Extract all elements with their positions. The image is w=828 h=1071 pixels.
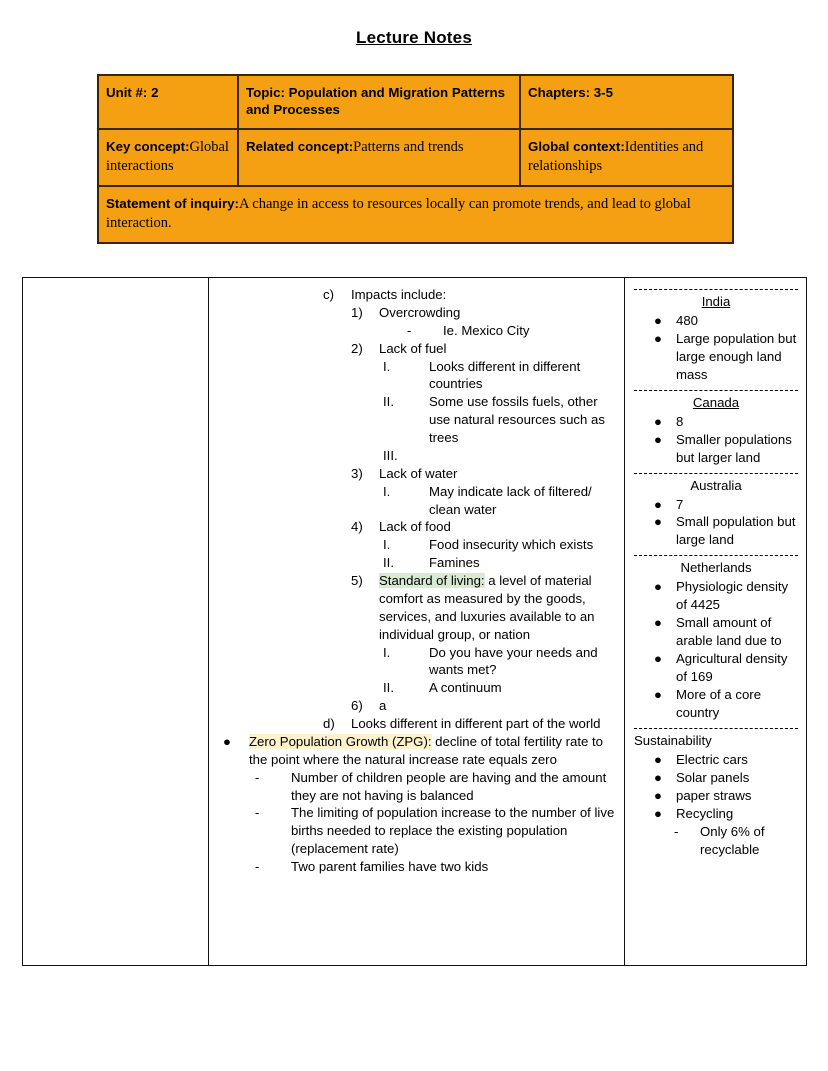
list-item-marker: ● — [654, 330, 662, 346]
outline-item — [215, 465, 618, 483]
list-item-text: Electric cars — [676, 751, 748, 767]
cell-key-concept — [98, 129, 238, 186]
cell-chapters — [520, 75, 733, 129]
outline-item — [215, 733, 618, 769]
cell-unit — [98, 75, 238, 129]
outline-item-text: a — [379, 698, 387, 714]
outline-item-text: Lack of food — [379, 519, 451, 535]
list-item-text: Recycling — [676, 805, 734, 821]
outline-item-marker: I. — [383, 483, 391, 499]
outline-item-text: Looks different in different part of the world — [351, 716, 601, 731]
notes-table — [22, 277, 807, 966]
outline-item — [215, 697, 618, 715]
global-context-label: Global context: — [528, 139, 625, 155]
statement-label: Statement of inquiry: — [106, 196, 239, 212]
outline-item — [215, 536, 618, 554]
highlighted-term: Zero Population Growth (ZPG): — [249, 733, 432, 749]
section-divider — [634, 390, 798, 391]
key-concept-value: Global interactions — [106, 139, 229, 174]
outline-item — [215, 518, 618, 536]
outline-item — [215, 644, 618, 680]
country-fact-item — [634, 578, 798, 614]
outline-item-marker: III. — [383, 447, 398, 463]
outline-item-marker: - — [255, 769, 260, 785]
outline-item-marker: I. — [383, 537, 391, 553]
outline-item — [215, 447, 618, 465]
list-item-text: 7 — [676, 496, 684, 512]
list-item-text: More of a core country — [676, 687, 762, 721]
list-item-text: 480 — [676, 312, 699, 328]
outline-item-text: Some use fossils fuels, other use natural resources such as trees — [429, 394, 605, 445]
list-item-marker: ● — [654, 413, 662, 429]
country-notes-list — [625, 278, 806, 865]
outline-item-marker: - — [255, 859, 260, 874]
list-item-marker: ● — [654, 651, 662, 667]
outline-item-marker: II. — [383, 555, 394, 571]
related-concept-label: Related concept: — [246, 139, 354, 155]
chapters-label: Chapters: — [528, 85, 594, 100]
outline-item-marker: 6) — [351, 698, 363, 714]
topic-label: Topic: — [246, 85, 289, 100]
notes-middle-column — [209, 278, 625, 966]
list-item-marker: ● — [654, 805, 662, 821]
page-title: Lecture Notes — [356, 28, 472, 47]
list-item-marker: ● — [654, 615, 662, 631]
outline-item-marker: d) — [323, 716, 335, 731]
header-row-unit — [98, 75, 733, 129]
outline-item-marker: I. — [383, 358, 391, 374]
list-item-marker: ● — [654, 787, 662, 803]
section-divider — [634, 728, 798, 729]
list-item-marker: ● — [654, 496, 662, 512]
country-fact-item — [634, 805, 798, 823]
list-item-marker: ● — [654, 579, 662, 595]
country-fact-list — [634, 312, 798, 384]
global-context-value: Identities and relationships — [528, 139, 704, 174]
outline-item-text — [249, 733, 618, 769]
country-fact-list — [634, 413, 798, 467]
outline-item-marker: 5) — [351, 573, 363, 588]
list-item-text: paper straws — [676, 787, 752, 803]
key-concept-label: Key concept: — [106, 139, 190, 155]
outline-item — [215, 358, 618, 394]
notes-right-column — [625, 278, 807, 966]
section-divider — [634, 473, 798, 474]
outline-item — [215, 393, 618, 447]
list-item-marker: ● — [654, 687, 662, 703]
country-fact-item — [634, 330, 798, 384]
outline-item-text: The limiting of population increase to the number of live births needed to replace the existing population (replacement rate) — [291, 805, 615, 857]
outline-item-text: A continuum — [429, 680, 502, 696]
related-concept-value: Patterns and trends — [353, 139, 464, 156]
cell-statement-of-inquiry — [98, 186, 733, 243]
country-heading: Netherlands — [680, 560, 752, 576]
outline-item-text: Lack of water — [379, 465, 458, 481]
country-fact-item — [634, 769, 798, 787]
outline-item-text: Impacts include: — [351, 287, 447, 302]
list-item-marker: ● — [654, 312, 662, 328]
header-row-concepts — [98, 129, 733, 186]
outline-item — [215, 322, 618, 340]
list-item-marker: - — [674, 823, 679, 839]
unit-value: 2 — [151, 85, 159, 100]
outline-item-marker: - — [407, 322, 412, 338]
country-fact-item — [634, 823, 798, 859]
chapters-value: 3-5 — [593, 85, 613, 100]
list-item-text: Small amount of arable land due to — [676, 615, 782, 649]
outline-item-text — [429, 447, 618, 465]
country-heading: Sustainability — [634, 732, 712, 748]
country-fact-item — [634, 787, 798, 805]
outline-item-marker: - — [255, 805, 260, 821]
outline-item-marker: I. — [383, 644, 391, 660]
outline-item — [215, 858, 618, 876]
outline-item-marker: II. — [383, 680, 394, 696]
country-fact-item — [634, 513, 798, 549]
topic-value: Population and Migration Patterns and Processes — [246, 85, 506, 118]
country-fact-item — [634, 751, 798, 769]
outline-item — [215, 679, 618, 697]
header-row-statement — [98, 186, 733, 243]
highlighted-term: Standard of living: — [379, 573, 485, 588]
unit-label: Unit #: — [106, 85, 152, 100]
list-item-text: 8 — [676, 413, 684, 429]
outline-item-marker: 4) — [351, 519, 363, 535]
country-fact-item — [634, 496, 798, 514]
country-heading: Canada — [692, 394, 740, 410]
list-item-marker: ● — [654, 751, 662, 767]
outline-item — [215, 483, 618, 519]
country-fact-item — [634, 312, 798, 330]
country-fact-list — [634, 578, 798, 722]
notes-left-column — [23, 278, 209, 966]
country-fact-item — [634, 686, 798, 722]
outline-item-text: Famines — [429, 555, 480, 571]
outline-item — [215, 804, 618, 858]
outline-item-text: Looks different in different countries — [429, 358, 581, 392]
outline-item — [215, 304, 618, 322]
country-fact-item — [634, 650, 798, 686]
unit-header-table — [97, 74, 734, 244]
country-fact-item — [634, 431, 798, 467]
country-fact-list — [634, 496, 798, 550]
list-item-marker: ● — [654, 769, 662, 785]
outline-item-marker: II. — [383, 394, 394, 410]
outline-item-marker: 2) — [351, 340, 363, 356]
outline-item — [215, 769, 618, 805]
outline-item-text: Two parent families have two kids — [291, 859, 489, 874]
outline-item — [215, 715, 618, 733]
cell-global-context — [520, 129, 733, 186]
cell-topic — [238, 75, 520, 129]
cell-related-concept — [238, 129, 520, 186]
outline-item-text: Ie. Mexico City — [443, 322, 530, 338]
list-item-text: Small population but large land — [676, 514, 796, 548]
list-item-text: Solar panels — [676, 769, 750, 785]
section-divider — [634, 555, 798, 556]
statement-value: A change in access to resources locally can promote trends, and lead to global interaction. — [106, 196, 691, 231]
list-item-marker: ● — [654, 514, 662, 530]
list-item-text: Physiologic density of 4425 — [676, 579, 789, 613]
outline-item-text: Do you have your needs and wants met? — [429, 644, 598, 678]
country-fact-list — [634, 751, 798, 859]
outline-item — [215, 286, 618, 304]
outline-item-body: decline of total fertility rate to the point where the natural increase rate equals zero — [249, 733, 604, 767]
list-item-text: Large population but large enough land mass — [676, 330, 797, 382]
outline-item — [215, 572, 618, 644]
outline-item-text: May indicate lack of filtered/ clean water — [429, 483, 592, 517]
country-heading: India — [701, 294, 731, 309]
outline-item-marker: c) — [323, 287, 334, 302]
outline-item-text: Food insecurity which exists — [429, 537, 594, 553]
country-fact-item — [634, 614, 798, 650]
outline-item-text — [379, 572, 618, 644]
outline-item-body: a level of material comfort as measured by the goods, services, and luxuries available to an individual group, or nation — [379, 573, 595, 642]
outline-item — [215, 554, 618, 572]
outline-list — [215, 286, 618, 876]
outline-item-text: Number of children people are having and the amount they are not having is balanced — [291, 769, 607, 803]
list-item-text: Agricultural density of 169 — [676, 651, 788, 685]
country-heading: Australia — [690, 477, 742, 493]
list-item-text: Only 6% of recyclable — [700, 823, 765, 857]
outline-item-marker: ● — [223, 733, 231, 749]
outline-item — [215, 340, 618, 358]
outline-item-marker: 1) — [351, 304, 363, 320]
notes-row — [23, 278, 807, 966]
section-divider — [634, 289, 798, 290]
country-fact-item — [634, 413, 798, 431]
list-item-marker: ● — [654, 431, 662, 447]
outline-item-marker: 3) — [351, 465, 363, 481]
outline-item-text: Overcrowding — [379, 304, 461, 320]
list-item-text: Smaller populations but larger land — [676, 431, 792, 465]
outline-item-text: Lack of fuel — [379, 340, 447, 356]
